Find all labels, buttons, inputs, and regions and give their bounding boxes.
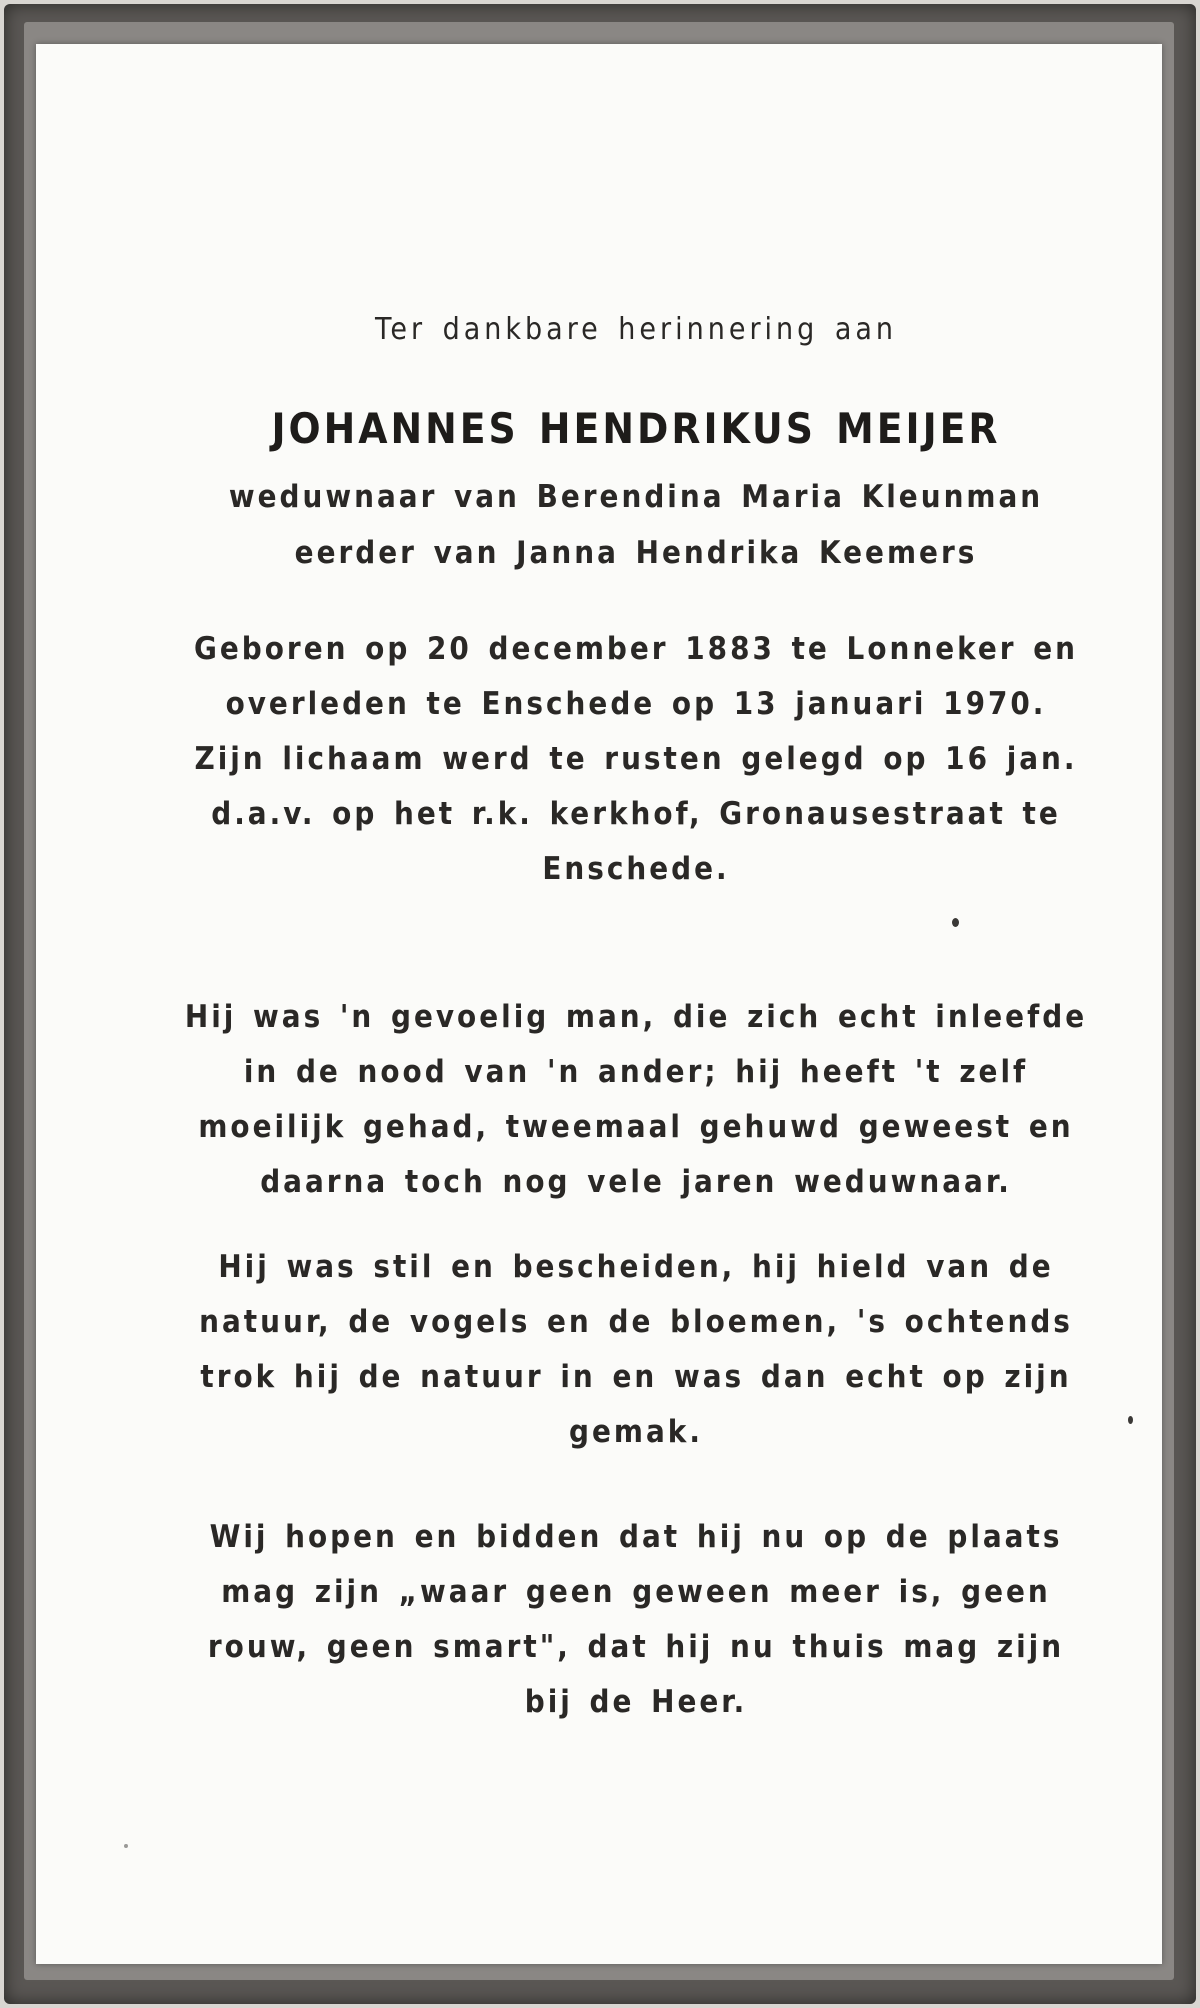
paragraph-line: overleden te Enschede op 13 januari 1970.	[225, 686, 1047, 722]
paragraph-line: Geboren op 20 december 1883 te Lonneker en	[194, 631, 1078, 667]
paragraph-line: moeilijk gehad, tweemaal gehuwd geweest en	[198, 1109, 1074, 1145]
prayer-paragraph	[136, 1510, 1136, 1730]
nature-paragraph	[136, 1240, 1136, 1460]
paragraph-line: mag zijn „waar geen geween meer is, geen	[221, 1574, 1051, 1610]
print-speck	[1128, 1416, 1133, 1424]
paragraph-line: Hij was stil en bescheiden, hij hield van de	[218, 1249, 1054, 1285]
print-speck	[952, 918, 959, 927]
intro-line: Ter dankbare herinnering aan	[374, 312, 898, 347]
birth-death-paragraph	[136, 622, 1136, 897]
print-speck	[124, 1844, 128, 1848]
paragraph-line: trok hij de natuur in en was dan echt op zijn	[200, 1359, 1072, 1395]
deceased-name: JOHANNES HENDRIKUS MEIJER	[271, 404, 1001, 453]
paragraph-line: in de nood van 'n ander; hij heeft 't zelf	[243, 1054, 1029, 1090]
paragraph-line: bij de Heer.	[524, 1684, 748, 1720]
paragraph-line: gemak.	[569, 1414, 703, 1450]
spouse-line-2: eerder van Janna Hendrika Keemers	[294, 535, 978, 571]
paragraph-line: d.a.v. op het r.k. kerkhof, Gronausestraat te	[211, 796, 1061, 832]
paragraph-line: Enschede.	[542, 851, 730, 887]
character-paragraph	[136, 990, 1136, 1210]
paragraph-line: Zijn lichaam werd te rusten gelegd op 16 jan.	[194, 741, 1078, 777]
paragraph-line: Hij was 'n gevoelig man, die zich echt inleefde	[184, 999, 1088, 1035]
paragraph-line: natuur, de vogels en de bloemen, 's ochtends	[199, 1304, 1073, 1340]
memorial-card	[36, 44, 1162, 1964]
paragraph-line: Wij hopen en bidden dat hij nu op de plaats	[209, 1519, 1063, 1555]
paragraph-line: rouw, geen smart", dat hij nu thuis mag zijn	[207, 1629, 1065, 1665]
spouse-line-1: weduwnaar van Berendina Maria Kleunman	[228, 479, 1044, 515]
paragraph-line: daarna toch nog vele jaren weduwnaar.	[260, 1164, 1012, 1200]
